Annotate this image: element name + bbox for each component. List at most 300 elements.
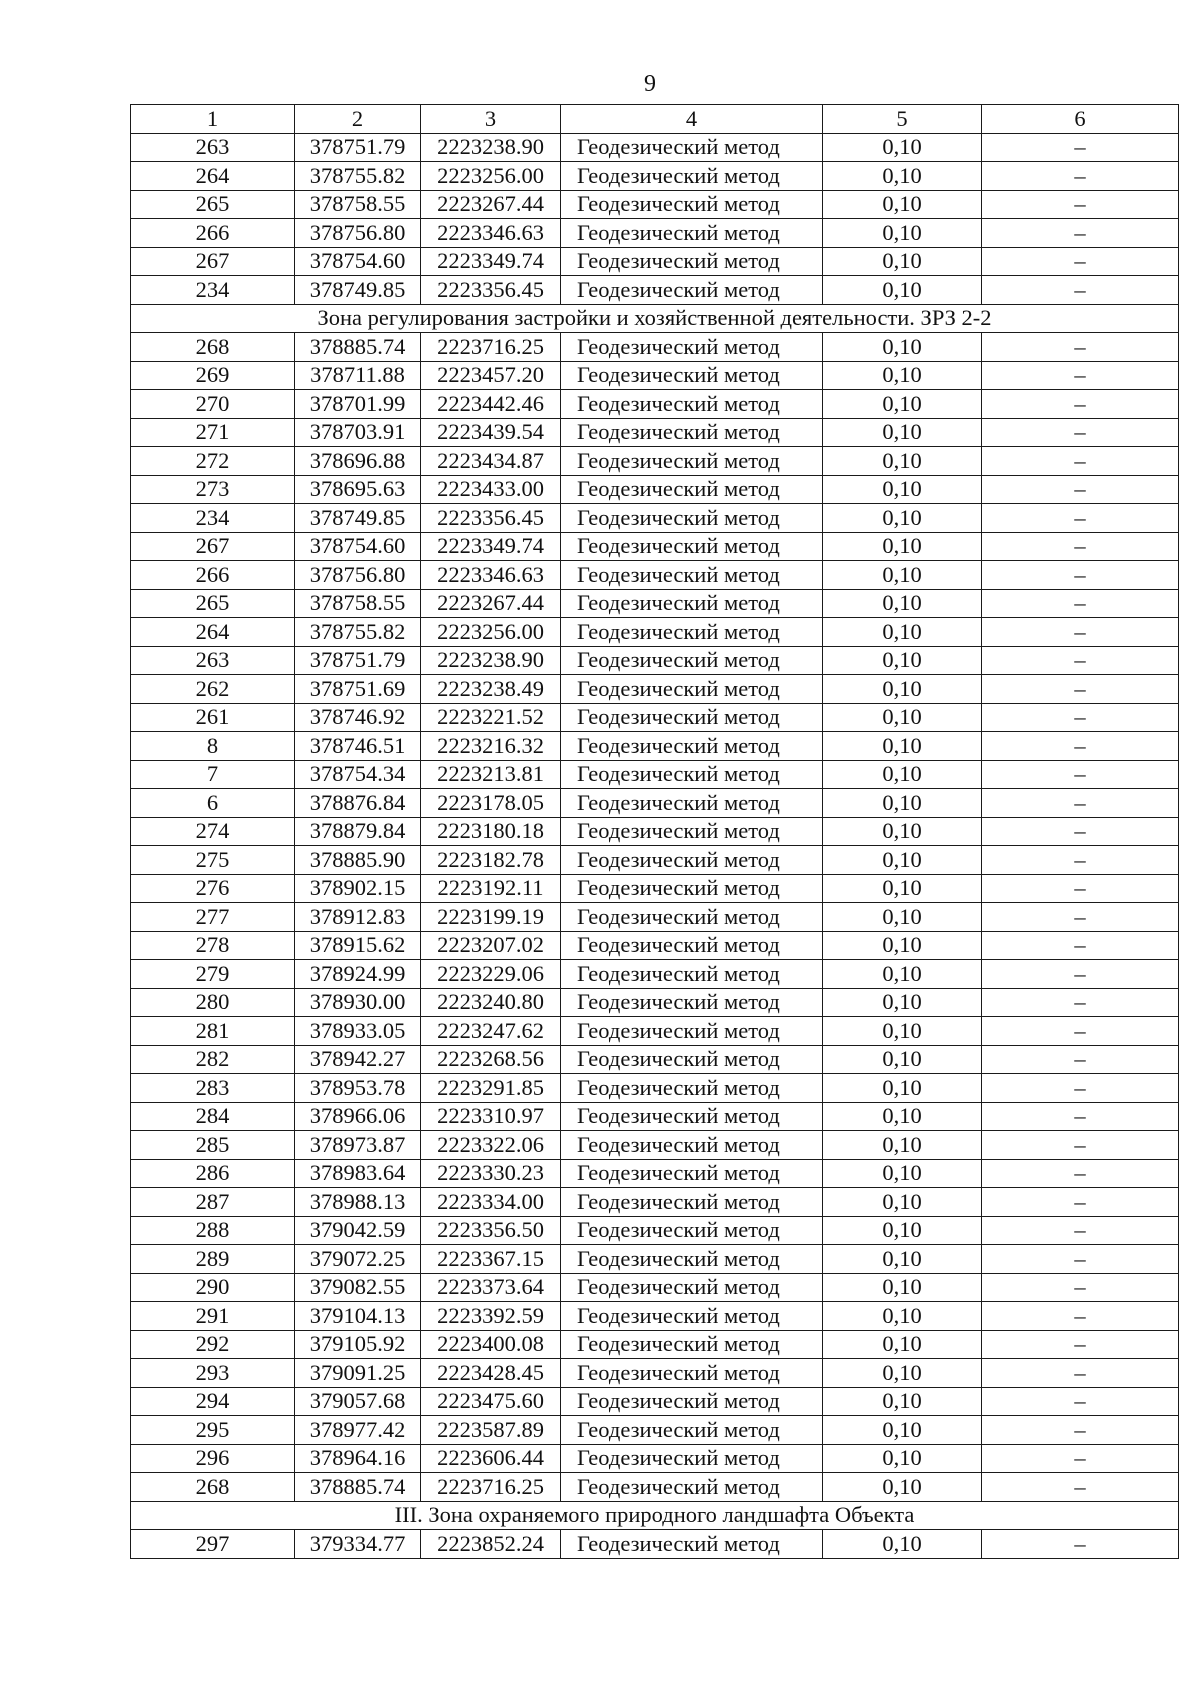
point-number-cell: 287 — [131, 1188, 295, 1217]
y-coordinate-cell: 2223240.80 — [421, 988, 561, 1017]
accuracy-cell: 0,10 — [823, 1473, 982, 1502]
table-row — [131, 418, 1179, 447]
y-coordinate-cell: 2223349.74 — [421, 532, 561, 561]
header-cell-x: 2 — [295, 105, 421, 134]
accuracy-cell: 0,10 — [823, 1245, 982, 1274]
accuracy-cell: 0,10 — [823, 333, 982, 362]
table-row — [131, 532, 1179, 561]
method-cell: Геодезический метод — [561, 504, 823, 533]
y-coordinate-cell: 2223238.49 — [421, 675, 561, 704]
point-number-cell: 234 — [131, 276, 295, 305]
table-row — [131, 1273, 1179, 1302]
method-cell: Геодезический метод — [561, 1159, 823, 1188]
table-row — [131, 988, 1179, 1017]
accuracy-cell: 0,10 — [823, 390, 982, 419]
x-coordinate-cell: 379091.25 — [295, 1359, 421, 1388]
x-coordinate-cell: 378912.83 — [295, 903, 421, 932]
point-number-cell: 264 — [131, 618, 295, 647]
accuracy-cell: 0,10 — [823, 789, 982, 818]
method-cell: Геодезический метод — [561, 1473, 823, 1502]
page-number: 9 — [644, 71, 656, 97]
accuracy-cell: 0,10 — [823, 475, 982, 504]
point-number-cell: 265 — [131, 589, 295, 618]
description-cell: – — [982, 1045, 1179, 1074]
y-coordinate-cell: 2223457.20 — [421, 361, 561, 390]
y-coordinate-cell: 2223199.19 — [421, 903, 561, 932]
x-coordinate-cell: 379104.13 — [295, 1302, 421, 1331]
x-coordinate-cell: 378751.79 — [295, 646, 421, 675]
method-cell: Геодезический метод — [561, 532, 823, 561]
y-coordinate-cell: 2223356.45 — [421, 276, 561, 305]
method-cell: Геодезический метод — [561, 1216, 823, 1245]
table-row — [131, 276, 1179, 305]
x-coordinate-cell: 378701.99 — [295, 390, 421, 419]
point-number-cell: 277 — [131, 903, 295, 932]
x-coordinate-cell: 379057.68 — [295, 1387, 421, 1416]
y-coordinate-cell: 2223334.00 — [421, 1188, 561, 1217]
point-number-cell: 261 — [131, 703, 295, 732]
y-coordinate-cell: 2223310.97 — [421, 1102, 561, 1131]
description-cell: – — [982, 988, 1179, 1017]
accuracy-cell: 0,10 — [823, 1102, 982, 1131]
method-cell: Геодезический метод — [561, 1302, 823, 1331]
table-row — [131, 504, 1179, 533]
description-cell: – — [982, 1102, 1179, 1131]
description-cell: – — [982, 1017, 1179, 1046]
description-cell: – — [982, 504, 1179, 533]
accuracy-cell: 0,10 — [823, 162, 982, 191]
y-coordinate-cell: 2223356.50 — [421, 1216, 561, 1245]
description-cell: – — [982, 646, 1179, 675]
table-row — [131, 874, 1179, 903]
table-row — [131, 1416, 1179, 1445]
method-cell: Геодезический метод — [561, 418, 823, 447]
x-coordinate-cell: 379105.92 — [295, 1330, 421, 1359]
y-coordinate-cell: 2223606.44 — [421, 1444, 561, 1473]
accuracy-cell: 0,10 — [823, 1216, 982, 1245]
description-cell: – — [982, 1359, 1179, 1388]
description-cell: – — [982, 903, 1179, 932]
point-number-cell: 271 — [131, 418, 295, 447]
y-coordinate-cell: 2223349.74 — [421, 247, 561, 276]
point-number-cell: 288 — [131, 1216, 295, 1245]
y-coordinate-cell: 2223373.64 — [421, 1273, 561, 1302]
method-cell: Геодезический метод — [561, 133, 823, 162]
x-coordinate-cell: 378885.74 — [295, 1473, 421, 1502]
table-row — [131, 732, 1179, 761]
point-number-cell: 270 — [131, 390, 295, 419]
point-number-cell: 263 — [131, 646, 295, 675]
y-coordinate-cell: 2223330.23 — [421, 1159, 561, 1188]
method-cell: Геодезический метод — [561, 219, 823, 248]
x-coordinate-cell: 378749.85 — [295, 504, 421, 533]
y-coordinate-cell: 2223428.45 — [421, 1359, 561, 1388]
y-coordinate-cell: 2223587.89 — [421, 1416, 561, 1445]
y-coordinate-cell: 2223267.44 — [421, 190, 561, 219]
accuracy-cell: 0,10 — [823, 589, 982, 618]
point-number-cell: 268 — [131, 1473, 295, 1502]
accuracy-cell: 0,10 — [823, 903, 982, 932]
y-coordinate-cell: 2223442.46 — [421, 390, 561, 419]
accuracy-cell: 0,10 — [823, 1359, 982, 1388]
table-row — [131, 1302, 1179, 1331]
method-cell: Геодезический метод — [561, 247, 823, 276]
table-row — [131, 618, 1179, 647]
description-cell: – — [982, 561, 1179, 590]
point-number-cell: 267 — [131, 247, 295, 276]
x-coordinate-cell: 379334.77 — [295, 1530, 421, 1559]
point-number-cell: 275 — [131, 846, 295, 875]
y-coordinate-cell: 2223716.25 — [421, 333, 561, 362]
description-cell: – — [982, 817, 1179, 846]
accuracy-cell: 0,10 — [823, 931, 982, 960]
description-cell: – — [982, 1273, 1179, 1302]
point-number-cell: 281 — [131, 1017, 295, 1046]
header-cell-point-number: 1 — [131, 105, 295, 134]
point-number-cell: 274 — [131, 817, 295, 846]
zone-section-title: III. Зона охраняемого природного ландшафта Объекта — [131, 1501, 1179, 1530]
table-row — [131, 903, 1179, 932]
x-coordinate-cell: 378751.79 — [295, 133, 421, 162]
x-coordinate-cell: 378915.62 — [295, 931, 421, 960]
accuracy-cell: 0,10 — [823, 276, 982, 305]
point-number-cell: 297 — [131, 1530, 295, 1559]
table-row — [131, 1245, 1179, 1274]
table-row — [131, 1530, 1179, 1559]
accuracy-cell: 0,10 — [823, 1188, 982, 1217]
table-row — [131, 789, 1179, 818]
y-coordinate-cell: 2223346.63 — [421, 219, 561, 248]
description-cell: – — [982, 418, 1179, 447]
description-cell: – — [982, 162, 1179, 191]
method-cell: Геодезический метод — [561, 1102, 823, 1131]
x-coordinate-cell: 378933.05 — [295, 1017, 421, 1046]
table-row — [131, 247, 1179, 276]
accuracy-cell: 0,10 — [823, 1330, 982, 1359]
accuracy-cell: 0,10 — [823, 1159, 982, 1188]
description-cell: – — [982, 874, 1179, 903]
accuracy-cell: 0,10 — [823, 618, 982, 647]
table-row — [131, 931, 1179, 960]
x-coordinate-cell: 378749.85 — [295, 276, 421, 305]
table-row — [131, 190, 1179, 219]
x-coordinate-cell: 378966.06 — [295, 1102, 421, 1131]
y-coordinate-cell: 2223434.87 — [421, 447, 561, 476]
description-cell: – — [982, 1416, 1179, 1445]
description-cell: – — [982, 675, 1179, 704]
description-cell: – — [982, 190, 1179, 219]
method-cell: Геодезический метод — [561, 190, 823, 219]
description-cell: – — [982, 618, 1179, 647]
y-coordinate-cell: 2223247.62 — [421, 1017, 561, 1046]
point-number-cell: 296 — [131, 1444, 295, 1473]
y-coordinate-cell: 2223178.05 — [421, 789, 561, 818]
x-coordinate-cell: 379042.59 — [295, 1216, 421, 1245]
header-cell-description: 6 — [982, 105, 1179, 134]
description-cell: – — [982, 1188, 1179, 1217]
x-coordinate-cell: 378755.82 — [295, 618, 421, 647]
header-cell-y: 3 — [421, 105, 561, 134]
method-cell: Геодезический метод — [561, 760, 823, 789]
method-cell: Геодезический метод — [561, 1387, 823, 1416]
y-coordinate-cell: 2223238.90 — [421, 133, 561, 162]
x-coordinate-cell: 378756.80 — [295, 219, 421, 248]
x-coordinate-cell: 378758.55 — [295, 190, 421, 219]
y-coordinate-cell: 2223400.08 — [421, 1330, 561, 1359]
y-coordinate-cell: 2223238.90 — [421, 646, 561, 675]
accuracy-cell: 0,10 — [823, 361, 982, 390]
table-row — [131, 1074, 1179, 1103]
description-cell: – — [982, 1245, 1179, 1274]
x-coordinate-cell: 378953.78 — [295, 1074, 421, 1103]
accuracy-cell: 0,10 — [823, 675, 982, 704]
table-row — [131, 162, 1179, 191]
accuracy-cell: 0,10 — [823, 960, 982, 989]
point-number-cell: 276 — [131, 874, 295, 903]
method-cell: Геодезический метод — [561, 618, 823, 647]
point-number-cell: 6 — [131, 789, 295, 818]
x-coordinate-cell: 378746.92 — [295, 703, 421, 732]
accuracy-cell: 0,10 — [823, 247, 982, 276]
x-coordinate-cell: 378751.69 — [295, 675, 421, 704]
description-cell: – — [982, 1159, 1179, 1188]
accuracy-cell: 0,10 — [823, 504, 982, 533]
point-number-cell: 289 — [131, 1245, 295, 1274]
accuracy-cell: 0,10 — [823, 646, 982, 675]
x-coordinate-cell: 378703.91 — [295, 418, 421, 447]
table-row — [131, 390, 1179, 419]
accuracy-cell: 0,10 — [823, 532, 982, 561]
method-cell: Геодезический метод — [561, 589, 823, 618]
method-cell: Геодезический метод — [561, 789, 823, 818]
y-coordinate-cell: 2223852.24 — [421, 1530, 561, 1559]
y-coordinate-cell: 2223180.18 — [421, 817, 561, 846]
accuracy-cell: 0,10 — [823, 1302, 982, 1331]
method-cell: Геодезический метод — [561, 817, 823, 846]
description-cell: – — [982, 1216, 1179, 1245]
x-coordinate-cell: 378885.90 — [295, 846, 421, 875]
table-row — [131, 589, 1179, 618]
description-cell: – — [982, 1330, 1179, 1359]
description-cell: – — [982, 361, 1179, 390]
description-cell: – — [982, 333, 1179, 362]
point-number-cell: 269 — [131, 361, 295, 390]
y-coordinate-cell: 2223267.44 — [421, 589, 561, 618]
description-cell: – — [982, 760, 1179, 789]
x-coordinate-cell: 378988.13 — [295, 1188, 421, 1217]
point-number-cell: 295 — [131, 1416, 295, 1445]
zone-section-row — [131, 304, 1179, 333]
table-row — [131, 1159, 1179, 1188]
header-cell-accuracy: 5 — [823, 105, 982, 134]
description-cell: – — [982, 1387, 1179, 1416]
method-cell: Геодезический метод — [561, 960, 823, 989]
zone-section-title: Зона регулирования застройки и хозяйственной деятельности. ЗРЗ 2-2 — [131, 304, 1179, 333]
description-cell: – — [982, 732, 1179, 761]
description-cell: – — [982, 960, 1179, 989]
method-cell: Геодезический метод — [561, 561, 823, 590]
point-number-cell: 292 — [131, 1330, 295, 1359]
description-cell: – — [982, 532, 1179, 561]
coordinates-table — [130, 104, 1179, 1559]
method-cell: Геодезический метод — [561, 1017, 823, 1046]
y-coordinate-cell: 2223475.60 — [421, 1387, 561, 1416]
point-number-cell: 284 — [131, 1102, 295, 1131]
table-row — [131, 133, 1179, 162]
table-row — [131, 1444, 1179, 1473]
description-cell: – — [982, 247, 1179, 276]
point-number-cell: 282 — [131, 1045, 295, 1074]
table-row — [131, 846, 1179, 875]
method-cell: Геодезический метод — [561, 447, 823, 476]
point-number-cell: 283 — [131, 1074, 295, 1103]
table-row — [131, 1188, 1179, 1217]
point-number-cell: 286 — [131, 1159, 295, 1188]
table-row — [131, 1131, 1179, 1160]
method-cell: Геодезический метод — [561, 732, 823, 761]
y-coordinate-cell: 2223356.45 — [421, 504, 561, 533]
method-cell: Геодезический метод — [561, 703, 823, 732]
table-row — [131, 219, 1179, 248]
accuracy-cell: 0,10 — [823, 1444, 982, 1473]
description-cell: – — [982, 1530, 1179, 1559]
method-cell: Геодезический метод — [561, 390, 823, 419]
point-number-cell: 268 — [131, 333, 295, 362]
table-row — [131, 333, 1179, 362]
point-number-cell: 267 — [131, 532, 295, 561]
y-coordinate-cell: 2223392.59 — [421, 1302, 561, 1331]
point-number-cell: 262 — [131, 675, 295, 704]
description-cell: – — [982, 1074, 1179, 1103]
x-coordinate-cell: 378711.88 — [295, 361, 421, 390]
accuracy-cell: 0,10 — [823, 219, 982, 248]
x-coordinate-cell: 378964.16 — [295, 1444, 421, 1473]
accuracy-cell: 0,10 — [823, 732, 982, 761]
description-cell: – — [982, 447, 1179, 476]
y-coordinate-cell: 2223716.25 — [421, 1473, 561, 1502]
method-cell: Геодезический метод — [561, 846, 823, 875]
description-cell: – — [982, 1444, 1179, 1473]
method-cell: Геодезический метод — [561, 1188, 823, 1217]
method-cell: Геодезический метод — [561, 1330, 823, 1359]
accuracy-cell: 0,10 — [823, 1273, 982, 1302]
point-number-cell: 234 — [131, 504, 295, 533]
x-coordinate-cell: 378973.87 — [295, 1131, 421, 1160]
y-coordinate-cell: 2223216.32 — [421, 732, 561, 761]
x-coordinate-cell: 378942.27 — [295, 1045, 421, 1074]
description-cell: – — [982, 703, 1179, 732]
point-number-cell: 285 — [131, 1131, 295, 1160]
table-row — [131, 1102, 1179, 1131]
method-cell: Геодезический метод — [561, 475, 823, 504]
accuracy-cell: 0,10 — [823, 133, 982, 162]
x-coordinate-cell: 379082.55 — [295, 1273, 421, 1302]
table-row — [131, 760, 1179, 789]
table-row — [131, 1216, 1179, 1245]
x-coordinate-cell: 378695.63 — [295, 475, 421, 504]
table-row — [131, 1017, 1179, 1046]
accuracy-cell: 0,10 — [823, 418, 982, 447]
description-cell: – — [982, 390, 1179, 419]
point-number-cell: 280 — [131, 988, 295, 1017]
description-cell: – — [982, 133, 1179, 162]
y-coordinate-cell: 2223207.02 — [421, 931, 561, 960]
accuracy-cell: 0,10 — [823, 1045, 982, 1074]
x-coordinate-cell: 379072.25 — [295, 1245, 421, 1274]
y-coordinate-cell: 2223256.00 — [421, 162, 561, 191]
accuracy-cell: 0,10 — [823, 561, 982, 590]
point-number-cell: 293 — [131, 1359, 295, 1388]
description-cell: – — [982, 931, 1179, 960]
point-number-cell: 266 — [131, 561, 295, 590]
point-number-cell: 265 — [131, 190, 295, 219]
point-number-cell: 294 — [131, 1387, 295, 1416]
method-cell: Геодезический метод — [561, 333, 823, 362]
method-cell: Геодезический метод — [561, 1530, 823, 1559]
x-coordinate-cell: 378879.84 — [295, 817, 421, 846]
table-row — [131, 1387, 1179, 1416]
accuracy-cell: 0,10 — [823, 190, 982, 219]
method-cell: Геодезический метод — [561, 675, 823, 704]
method-cell: Геодезический метод — [561, 1359, 823, 1388]
accuracy-cell: 0,10 — [823, 760, 982, 789]
method-cell: Геодезический метод — [561, 874, 823, 903]
method-cell: Геодезический метод — [561, 1444, 823, 1473]
y-coordinate-cell: 2223346.63 — [421, 561, 561, 590]
x-coordinate-cell: 378758.55 — [295, 589, 421, 618]
accuracy-cell: 0,10 — [823, 817, 982, 846]
table-row — [131, 675, 1179, 704]
description-cell: – — [982, 475, 1179, 504]
x-coordinate-cell: 378754.34 — [295, 760, 421, 789]
point-number-cell: 291 — [131, 1302, 295, 1331]
y-coordinate-cell: 2223322.06 — [421, 1131, 561, 1160]
method-cell: Геодезический метод — [561, 646, 823, 675]
x-coordinate-cell: 378754.60 — [295, 532, 421, 561]
table-header-row — [131, 105, 1179, 134]
x-coordinate-cell: 378696.88 — [295, 447, 421, 476]
table-row — [131, 1045, 1179, 1074]
point-number-cell: 273 — [131, 475, 295, 504]
accuracy-cell: 0,10 — [823, 703, 982, 732]
table-row — [131, 1473, 1179, 1502]
table-row — [131, 646, 1179, 675]
x-coordinate-cell: 378754.60 — [295, 247, 421, 276]
method-cell: Геодезический метод — [561, 931, 823, 960]
x-coordinate-cell: 378746.51 — [295, 732, 421, 761]
method-cell: Геодезический метод — [561, 988, 823, 1017]
point-number-cell: 272 — [131, 447, 295, 476]
point-number-cell: 8 — [131, 732, 295, 761]
method-cell: Геодезический метод — [561, 1131, 823, 1160]
method-cell: Геодезический метод — [561, 1273, 823, 1302]
table-row — [131, 703, 1179, 732]
table-row — [131, 361, 1179, 390]
accuracy-cell: 0,10 — [823, 874, 982, 903]
table-row — [131, 1359, 1179, 1388]
x-coordinate-cell: 378902.15 — [295, 874, 421, 903]
x-coordinate-cell: 378924.99 — [295, 960, 421, 989]
accuracy-cell: 0,10 — [823, 1131, 982, 1160]
table-row — [131, 475, 1179, 504]
description-cell: – — [982, 1473, 1179, 1502]
x-coordinate-cell: 378977.42 — [295, 1416, 421, 1445]
method-cell: Геодезический метод — [561, 361, 823, 390]
point-number-cell: 263 — [131, 133, 295, 162]
description-cell: – — [982, 846, 1179, 875]
description-cell: – — [982, 1302, 1179, 1331]
x-coordinate-cell: 378983.64 — [295, 1159, 421, 1188]
